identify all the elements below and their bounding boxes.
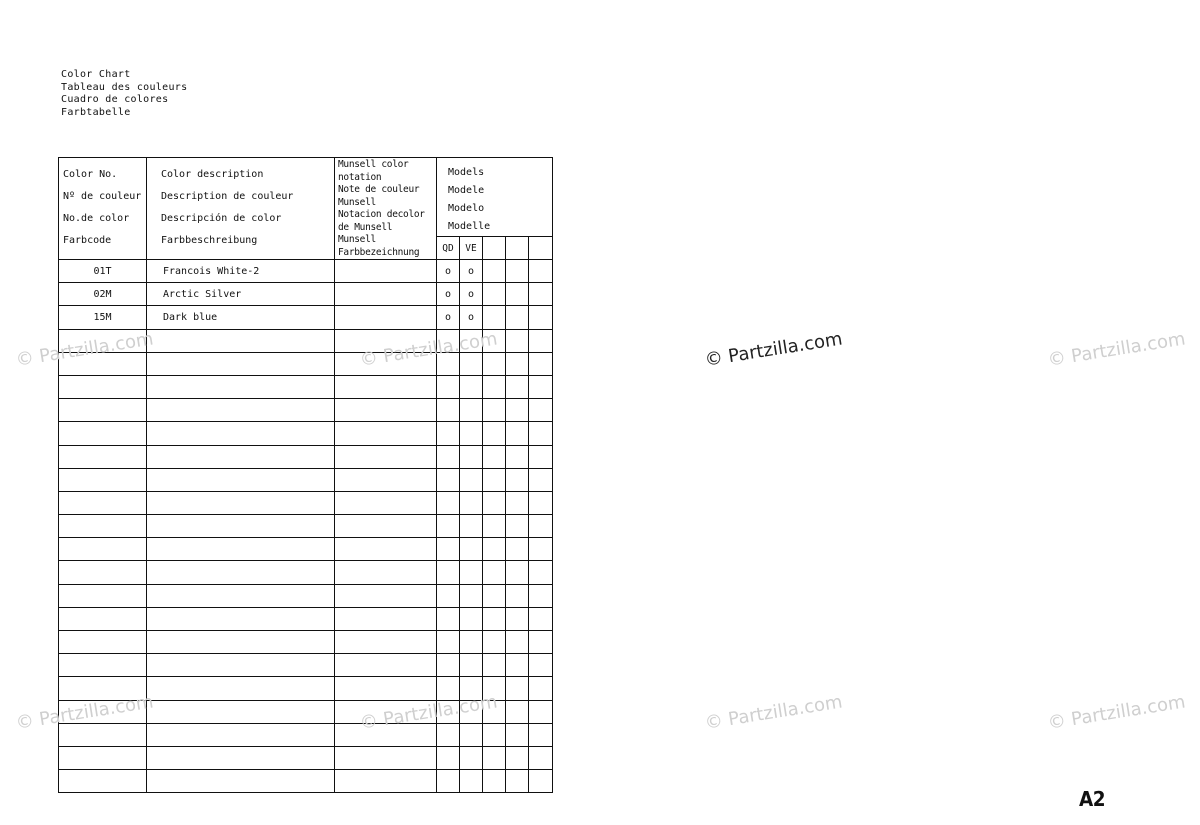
model-mark-cell bbox=[529, 468, 553, 491]
watermark: © Partzilla.com bbox=[358, 328, 499, 371]
empty-table-row bbox=[59, 770, 553, 793]
munsell-cell bbox=[335, 445, 437, 468]
model-mark-cell: o bbox=[460, 260, 483, 283]
model-mark-cell bbox=[483, 631, 506, 654]
color-code-cell: 02M bbox=[59, 283, 147, 306]
model-mark-cell bbox=[506, 515, 529, 538]
color-no-header-en: Color No. bbox=[63, 169, 118, 180]
model-mark-cell bbox=[529, 631, 553, 654]
munsell-cell bbox=[335, 607, 437, 630]
model-mark-cell bbox=[483, 445, 506, 468]
model-mark-cell bbox=[460, 352, 483, 375]
color-code-cell bbox=[59, 607, 147, 630]
model-mark-cell bbox=[437, 515, 460, 538]
model-mark-cell bbox=[529, 375, 553, 398]
description-header-es: Descripción de color bbox=[161, 213, 282, 224]
model-mark-cell bbox=[506, 654, 529, 677]
color-code-cell bbox=[59, 654, 147, 677]
color-code-cell: 15M bbox=[59, 306, 147, 329]
empty-table-row bbox=[59, 723, 553, 746]
title-fr: Tableau des couleurs bbox=[61, 81, 188, 93]
munsell-cell bbox=[335, 538, 437, 561]
munsell-header-line-8: Farbbezeichnung bbox=[338, 246, 420, 258]
model-mark-cell bbox=[529, 422, 553, 445]
empty-table-row bbox=[59, 607, 553, 630]
model-mark-cell bbox=[483, 306, 506, 329]
color-no-header-es: No.de color bbox=[63, 213, 130, 224]
model-mark-cell bbox=[437, 538, 460, 561]
model-mark-cell bbox=[506, 700, 529, 723]
model-mark-cell bbox=[460, 607, 483, 630]
color-code-cell bbox=[59, 723, 147, 746]
model-code-header: VE bbox=[460, 237, 483, 260]
munsell-cell bbox=[335, 515, 437, 538]
model-mark-cell bbox=[529, 538, 553, 561]
munsell-cell bbox=[335, 306, 437, 329]
model-mark-cell bbox=[460, 491, 483, 514]
model-mark-cell bbox=[529, 399, 553, 422]
model-code-header bbox=[529, 237, 553, 260]
model-mark-cell bbox=[437, 654, 460, 677]
color-no-header-de: Farbcode bbox=[63, 235, 112, 246]
model-mark-cell bbox=[506, 399, 529, 422]
description-header-de: Farbbeschreibung bbox=[161, 235, 258, 246]
munsell-cell bbox=[335, 677, 437, 700]
color-description-cell bbox=[147, 399, 335, 422]
color-code-cell: 01T bbox=[59, 260, 147, 283]
color-no-header bbox=[59, 158, 147, 260]
model-mark-cell bbox=[460, 468, 483, 491]
color-description-cell bbox=[147, 491, 335, 514]
model-mark-cell bbox=[529, 491, 553, 514]
model-mark-cell bbox=[483, 584, 506, 607]
model-mark-cell bbox=[506, 306, 529, 329]
color-description-cell bbox=[147, 352, 335, 375]
empty-table-row bbox=[59, 631, 553, 654]
model-mark-cell bbox=[506, 260, 529, 283]
model-mark-cell: o bbox=[437, 283, 460, 306]
color-description-cell: Dark blue bbox=[147, 306, 335, 329]
model-mark-cell bbox=[437, 491, 460, 514]
munsell-header-line-7: Munsell bbox=[338, 234, 376, 245]
model-mark-cell bbox=[460, 375, 483, 398]
description-header-fr: Description de couleur bbox=[161, 191, 294, 202]
model-mark-cell bbox=[437, 584, 460, 607]
color-code-cell bbox=[59, 445, 147, 468]
model-mark-cell bbox=[506, 770, 529, 793]
munsell-cell bbox=[335, 422, 437, 445]
color-description-cell bbox=[147, 746, 335, 769]
color-description-cell bbox=[147, 607, 335, 630]
model-mark-cell bbox=[529, 677, 553, 700]
title-en: Color Chart bbox=[61, 69, 131, 80]
model-mark-cell bbox=[529, 700, 553, 723]
color-description-cell: Arctic Silver bbox=[147, 283, 335, 306]
empty-table-row bbox=[59, 468, 553, 491]
model-mark-cell bbox=[437, 422, 460, 445]
chart-titles bbox=[61, 69, 187, 119]
watermark: © Partzilla.com bbox=[703, 328, 844, 371]
color-description-cell bbox=[147, 631, 335, 654]
model-mark-cell bbox=[460, 654, 483, 677]
color-description-cell bbox=[147, 700, 335, 723]
model-mark-cell bbox=[437, 746, 460, 769]
model-mark-cell bbox=[506, 375, 529, 398]
color-code-cell bbox=[59, 538, 147, 561]
empty-table-row bbox=[59, 491, 553, 514]
model-mark-cell bbox=[483, 491, 506, 514]
model-mark-cell bbox=[483, 746, 506, 769]
color-description-cell bbox=[147, 329, 335, 352]
model-code-header bbox=[483, 237, 506, 260]
empty-table-row bbox=[59, 746, 553, 769]
model-mark-cell bbox=[483, 561, 506, 584]
model-mark-cell bbox=[506, 723, 529, 746]
models-header-fr: Modele bbox=[448, 185, 485, 196]
model-mark-cell: o bbox=[437, 306, 460, 329]
model-code-header: QD bbox=[437, 237, 460, 260]
model-mark-cell bbox=[529, 283, 553, 306]
model-mark-cell bbox=[483, 422, 506, 445]
munsell-header-line-2: notation bbox=[338, 171, 382, 183]
munsell-cell bbox=[335, 631, 437, 654]
description-header-en: Color description bbox=[161, 169, 264, 180]
model-mark-cell: o bbox=[437, 260, 460, 283]
color-description-cell bbox=[147, 422, 335, 445]
empty-table-row bbox=[59, 515, 553, 538]
color-code-cell bbox=[59, 399, 147, 422]
model-mark-cell bbox=[529, 607, 553, 630]
munsell-header-line-6: de Munsell bbox=[338, 221, 393, 233]
model-mark-cell bbox=[506, 468, 529, 491]
empty-table-row bbox=[59, 561, 553, 584]
watermark: © Partzilla.com bbox=[14, 691, 155, 734]
model-mark-cell bbox=[506, 746, 529, 769]
color-code-cell bbox=[59, 746, 147, 769]
model-mark-cell bbox=[460, 399, 483, 422]
model-mark-cell bbox=[460, 770, 483, 793]
color-code-cell bbox=[59, 631, 147, 654]
color-description-cell bbox=[147, 677, 335, 700]
model-mark-cell bbox=[460, 561, 483, 584]
model-mark-cell bbox=[506, 607, 529, 630]
model-mark-cell bbox=[529, 260, 553, 283]
model-mark-cell bbox=[437, 468, 460, 491]
empty-table-row bbox=[59, 654, 553, 677]
munsell-header-line-1: Munsell color bbox=[338, 159, 409, 170]
model-code-header bbox=[506, 237, 529, 260]
watermark: © Partzilla.com bbox=[14, 328, 155, 371]
model-mark-cell bbox=[529, 352, 553, 375]
munsell-cell bbox=[335, 375, 437, 398]
empty-table-row bbox=[59, 538, 553, 561]
empty-table-row bbox=[59, 375, 553, 398]
empty-table-row bbox=[59, 399, 553, 422]
model-mark-cell bbox=[483, 538, 506, 561]
model-mark-cell bbox=[506, 422, 529, 445]
model-mark-cell bbox=[460, 515, 483, 538]
munsell-cell bbox=[335, 584, 437, 607]
model-mark-cell bbox=[506, 445, 529, 468]
model-mark-cell bbox=[437, 723, 460, 746]
title-es: Cuadro de colores bbox=[61, 94, 169, 105]
color-description-cell bbox=[147, 584, 335, 607]
model-mark-cell bbox=[506, 491, 529, 514]
munsell-header-line-3: Note de couleur bbox=[338, 184, 420, 195]
table-row bbox=[59, 283, 553, 306]
model-mark-cell bbox=[529, 723, 553, 746]
color-code-cell bbox=[59, 491, 147, 514]
model-mark-cell bbox=[529, 584, 553, 607]
munsell-cell bbox=[335, 561, 437, 584]
munsell-cell bbox=[335, 260, 437, 283]
munsell-cell bbox=[335, 746, 437, 769]
model-mark-cell bbox=[483, 723, 506, 746]
model-mark-cell bbox=[529, 306, 553, 329]
color-description-cell: Francois White-2 bbox=[147, 260, 335, 283]
model-mark-cell bbox=[529, 770, 553, 793]
munsell-header bbox=[335, 158, 437, 260]
color-code-cell bbox=[59, 422, 147, 445]
color-description-cell bbox=[147, 515, 335, 538]
model-mark-cell bbox=[437, 770, 460, 793]
color-description-cell bbox=[147, 654, 335, 677]
model-mark-cell bbox=[506, 631, 529, 654]
munsell-cell bbox=[335, 399, 437, 422]
models-header-es: Modelo bbox=[448, 203, 485, 214]
color-description-cell bbox=[147, 538, 335, 561]
model-mark-cell bbox=[483, 399, 506, 422]
color-code-cell bbox=[59, 515, 147, 538]
table-row bbox=[59, 306, 553, 329]
model-mark-cell bbox=[460, 445, 483, 468]
model-mark-cell bbox=[483, 654, 506, 677]
model-mark-cell bbox=[506, 352, 529, 375]
page-number: A2 bbox=[1079, 787, 1106, 811]
color-code-cell bbox=[59, 561, 147, 584]
models-header bbox=[437, 158, 553, 237]
color-description-cell bbox=[147, 375, 335, 398]
model-mark-cell bbox=[437, 375, 460, 398]
color-description-cell bbox=[147, 770, 335, 793]
munsell-header-line-5: Notacion decolor bbox=[338, 209, 425, 220]
model-mark-cell bbox=[506, 677, 529, 700]
model-mark-cell bbox=[529, 329, 553, 352]
table-row bbox=[59, 260, 553, 283]
model-mark-cell bbox=[506, 283, 529, 306]
watermark: © Partzilla.com bbox=[1046, 328, 1187, 371]
color-code-cell bbox=[59, 468, 147, 491]
model-mark-cell bbox=[506, 329, 529, 352]
model-mark-cell bbox=[529, 746, 553, 769]
empty-table-row bbox=[59, 445, 553, 468]
model-mark-cell bbox=[483, 352, 506, 375]
models-header-en: Models bbox=[448, 167, 485, 178]
model-mark-cell bbox=[506, 584, 529, 607]
munsell-cell bbox=[335, 491, 437, 514]
model-mark-cell: o bbox=[460, 283, 483, 306]
model-mark-cell bbox=[483, 283, 506, 306]
watermark: © Partzilla.com bbox=[703, 691, 844, 734]
model-mark-cell bbox=[437, 561, 460, 584]
model-mark-cell bbox=[483, 770, 506, 793]
model-mark-cell bbox=[460, 422, 483, 445]
empty-table-row bbox=[59, 584, 553, 607]
model-mark-cell bbox=[529, 654, 553, 677]
color-description-cell bbox=[147, 445, 335, 468]
empty-table-row bbox=[59, 422, 553, 445]
description-header bbox=[147, 158, 335, 260]
models-header-de: Modelle bbox=[448, 221, 491, 232]
model-mark-cell bbox=[460, 746, 483, 769]
model-mark-cell bbox=[437, 399, 460, 422]
color-description-cell bbox=[147, 723, 335, 746]
model-mark-cell bbox=[483, 375, 506, 398]
model-mark-cell bbox=[460, 631, 483, 654]
empty-table-row bbox=[59, 352, 553, 375]
model-mark-cell bbox=[483, 607, 506, 630]
model-mark-cell bbox=[437, 445, 460, 468]
model-mark-cell bbox=[460, 538, 483, 561]
model-mark-cell bbox=[460, 584, 483, 607]
color-no-header-fr: Nº de couleur bbox=[63, 191, 142, 202]
munsell-cell bbox=[335, 283, 437, 306]
color-description-cell bbox=[147, 468, 335, 491]
model-mark-cell bbox=[506, 538, 529, 561]
model-mark-cell bbox=[529, 515, 553, 538]
model-mark-cell bbox=[437, 607, 460, 630]
munsell-header-line-4: Munsell bbox=[338, 196, 376, 208]
color-code-cell bbox=[59, 584, 147, 607]
watermark: © Partzilla.com bbox=[358, 691, 499, 734]
model-mark-cell bbox=[483, 468, 506, 491]
model-mark-cell bbox=[529, 561, 553, 584]
color-code-cell bbox=[59, 375, 147, 398]
munsell-cell bbox=[335, 654, 437, 677]
model-mark-cell bbox=[529, 445, 553, 468]
model-mark-cell: o bbox=[460, 306, 483, 329]
title-de: Farbtabelle bbox=[61, 106, 131, 118]
watermark: © Partzilla.com bbox=[1046, 691, 1187, 734]
color-code-cell bbox=[59, 770, 147, 793]
model-mark-cell bbox=[506, 561, 529, 584]
model-mark-cell bbox=[437, 631, 460, 654]
munsell-cell bbox=[335, 468, 437, 491]
model-mark-cell bbox=[483, 515, 506, 538]
model-mark-cell bbox=[460, 723, 483, 746]
color-description-cell bbox=[147, 561, 335, 584]
model-mark-cell bbox=[483, 260, 506, 283]
munsell-cell bbox=[335, 770, 437, 793]
